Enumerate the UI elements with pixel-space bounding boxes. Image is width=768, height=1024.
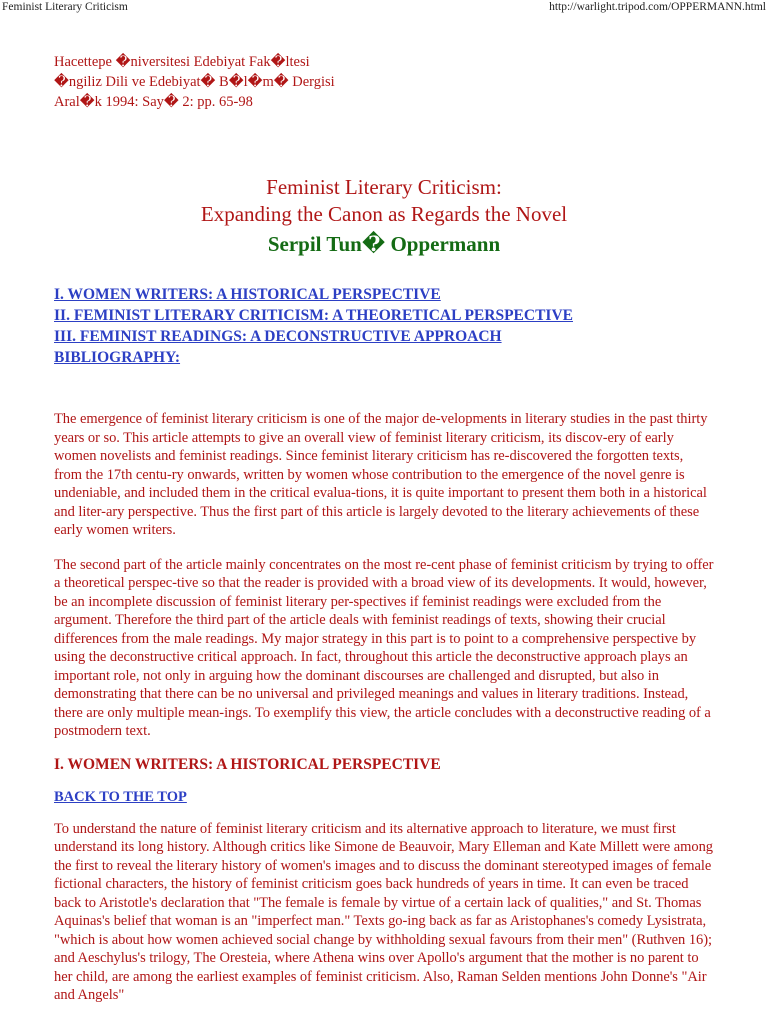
journal-citation — [54, 52, 714, 112]
toc-link-section-2[interactable]: II. FEMINIST LITERARY CRITICISM: A THEORETICAL PERSPECTIVE — [54, 307, 573, 324]
table-of-contents — [54, 284, 714, 368]
paragraph-section-1: To understand the nature of feminist literary criticism and its alternative approach to literature, we must first understand its long history. Although critics like Simone de Beauvoir, Mary Elleman and Kate Millett were among the first to reveal the literary history of women's images and to discuss the dominant stereotyped images of female fictional characters, the history of feminist criticism goes back hundreds of years in time. It can even be traced back to Aristotle's declaration that "The female is female by virtue of a certain lack of qualities," and St. Thomas Aquinas's belief that woman is an "imperfect man." Texts go-ing back as far as Aristophanes's comedy Lysistrata, "which is about how women achieved social change by withholding sexual favours from their men" (Ruthven 16); and Aeschylus's trilogy, The Oresteia, where Athena wins over Apollo's argument that the mother is no parent to her child, are among the earliest examples of feminist criticism. Also, Raman Selden mentions John Donne's "Air and Angels" — [54, 820, 713, 1003]
toc-link-bibliography[interactable]: BIBLIOGRAPHY: — [54, 349, 181, 366]
article-title-line-1: Feminist Literary Criticism: — [266, 175, 502, 199]
paragraph-abstract-2: The second part of the article mainly concentrates on the most re-cent phase of feminist criticism by trying to offer a theoretical perspec-tive so that the reader is provided with a broad view of its developments. It would, however, be an incomplete discussion of feminist literary per-spectives if feminist readings were excluded from the argument. Therefore the third part of the article deals with feminist readings of texts, showing their crucial differences from the male readings. My major strategy in this part is to point to a comprehensive perspective by using the deconstructive critical approach. In fact, throughout this article the deconstructive approach plays an important role, not only in arguing how the dominant discourses are challenged and disrupted, but also in demonstrating that there can be no universal and privileged meanings and values in literary traditions. Instead, there are only multiple mean-ings. To exemplify this view, the article concludes with a deconstructive reading of a postmodern text. — [54, 556, 714, 739]
journal-line-1: Hacettepe �niversitesi Edebiyat Fak�ltesi — [54, 54, 310, 70]
print-header-title: Feminist Literary Criticism — [2, 1, 128, 13]
back-to-top-link[interactable]: BACK TO THE TOP — [54, 788, 187, 805]
toc-link-section-3[interactable]: III. FEMINIST READINGS: A DECONSTRUCTIVE APPROACH — [54, 328, 502, 345]
section-heading-1: I. WOMEN WRITERS: A HISTORICAL PERSPECTIVE — [54, 755, 441, 773]
journal-line-3: Aral�k 1994: Say� 2: pp. 65-98 — [54, 94, 253, 110]
document-body — [54, 52, 714, 1005]
toc-link-section-1[interactable]: I. WOMEN WRITERS: A HISTORICAL PERSPECTIVE — [54, 286, 441, 303]
article-title-line-2: Expanding the Canon as Regards the Novel — [200, 202, 568, 226]
journal-line-2: �ngiliz Dili ve Edebiyat� B�l�m� Dergisi — [54, 74, 335, 90]
print-header — [0, 0, 768, 16]
article-title-block — [54, 174, 714, 258]
article-author: Serpil Tun� Oppermann — [267, 232, 501, 256]
paragraph-abstract-1: The emergence of feminist literary criticism is one of the major de-velopments in literary studies in the past thirty years or so. This article attempts to give an overall view of feminist literary criticism, its discov-ery of early women novelists and feminist readings. Since feminist literary criticism has re-discovered the forgotten texts, from the 17th centu-ry onwards, written by women whose contribution to the emergence of the novel genre is undeniable, and included them in the critical evalua-tions, it is quite important to present them both in a historical and liter-ary perspective. Thus the first part of this article is largely devoted to the literary achievements of these early women writers. — [54, 411, 708, 538]
print-header-url: http://warlight.tripod.com/OPPERMANN.html — [549, 1, 766, 13]
